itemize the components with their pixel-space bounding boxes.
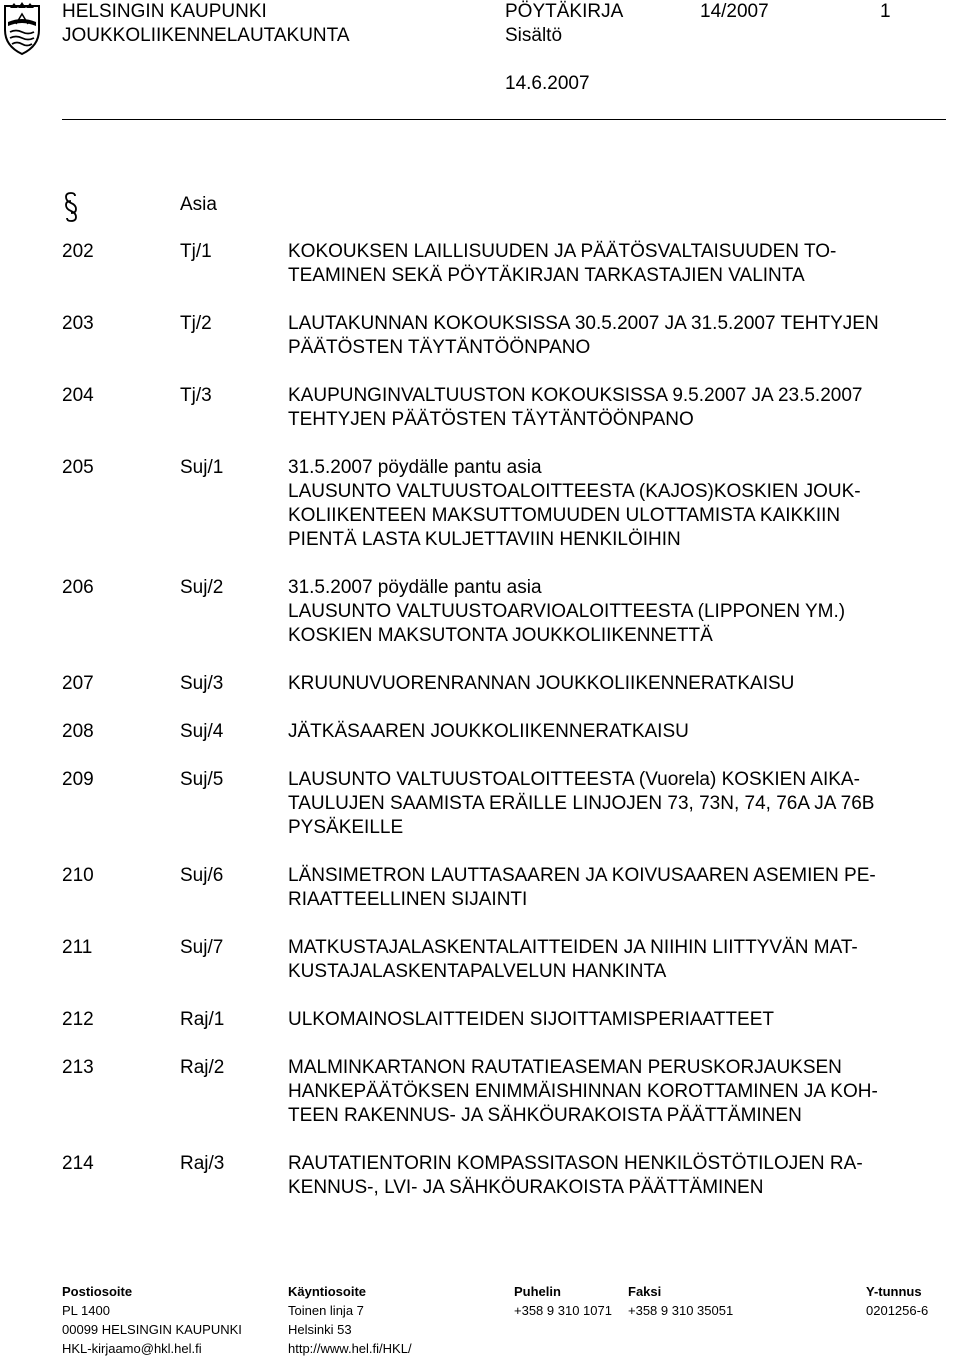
item-number: 204 <box>62 385 94 406</box>
item-number: 205 <box>62 457 94 478</box>
item-title <box>288 768 938 840</box>
footer-email: HKL-kirjaamo@hkl.hel.fi <box>62 1341 202 1356</box>
footer-fax-value: +358 9 310 35051 <box>628 1303 734 1318</box>
item-title <box>288 456 938 552</box>
column-header-asia: Asia <box>180 194 217 215</box>
item-title <box>288 1008 938 1032</box>
item-number: 203 <box>62 313 94 334</box>
item-code: Suj/4 <box>180 721 224 742</box>
item-title-line: PIENTÄ LASTA KULJETTAVIIN HENKILÖIHIN <box>288 529 681 550</box>
item-title-line: PYSÄKEILLE <box>288 817 404 838</box>
item-title <box>288 672 938 696</box>
item-title-line: LAUSUNTO VALTUUSTOALOITTEESTA (KAJOS)KOSKIEN JOUK- <box>288 481 861 502</box>
item-number: 202 <box>62 241 94 262</box>
item-code: Raj/1 <box>180 1009 225 1030</box>
item-title <box>288 1056 938 1128</box>
item-number: 209 <box>62 769 94 790</box>
item-title-line: MALMINKARTANON RAUTATIEASEMAN PERUSKORJAUKSEN <box>288 1057 842 1078</box>
item-code: Tj/1 <box>180 241 212 262</box>
item-title <box>288 1152 938 1200</box>
item-title-line: KOKOUKSEN LAILLISUUDEN JA PÄÄTÖSVALTAISUUDEN TO- <box>288 241 837 262</box>
item-title-line: KENNUS-, LVI- JA SÄHKÖURAKOISTA PÄÄTTÄMINEN <box>288 1177 764 1198</box>
footer-fax-label: Faksi <box>628 1284 662 1299</box>
item-title <box>288 720 938 744</box>
section-sign-icon <box>64 192 78 227</box>
item-number: 207 <box>62 673 94 694</box>
footer-visit-line: Helsinki 53 <box>288 1322 352 1337</box>
board-name: JOUKKOLIIKENNELAUTAKUNTA <box>62 25 350 46</box>
footer-visit-line: Toinen linja 7 <box>288 1303 364 1318</box>
footer-visit-label: Käyntiosoite <box>288 1284 367 1299</box>
item-title-line: KRUUNUVUORENRANNAN JOUKKOLIIKENNERATKAISU <box>288 673 795 694</box>
footer-business-id-label: Y-tunnus <box>866 1284 922 1299</box>
item-title-line: KUSTAJALASKENTAPALVELUN HANKINTA <box>288 961 667 982</box>
footer-business-id <box>866 1282 928 1320</box>
item-title <box>288 384 938 432</box>
item-title-line: KOSKIEN MAKSUTONTA JOUKKOLIIKENNETTÄ <box>288 625 713 646</box>
doc-type: PÖYTÄKIRJA <box>505 1 624 22</box>
doc-number: 14/2007 <box>700 1 769 22</box>
item-title-line: LAUSUNTO VALTUUSTOALOITTEESTA (Vuorela) KOSKIEN AIKA- <box>288 769 860 790</box>
item-title-line: LÄNSIMETRON LAUTTASAAREN JA KOIVUSAAREN ASEMIEN PE- <box>288 865 876 886</box>
item-number: 208 <box>62 721 94 742</box>
item-title-line: KAUPUNGINVALTUUSTON KOKOUKSISSA 9.5.2007 JA 23.5.2007 <box>288 385 863 406</box>
item-code: Raj/2 <box>180 1057 225 1078</box>
item-title <box>288 312 938 360</box>
item-title <box>288 936 938 984</box>
item-title-line: LAUSUNTO VALTUUSTOARVIOALOITTEESTA (LIPPONEN YM.) <box>288 601 846 622</box>
item-title-line: MATKUSTAJALASKENTALAITTEIDEN JA NIIHIN LIITTYVÄN MAT- <box>288 937 858 958</box>
item-title-line: 31.5.2007 pöydälle pantu asia <box>288 577 542 598</box>
item-number: 206 <box>62 577 94 598</box>
footer-fax <box>628 1282 733 1320</box>
item-code: Tj/2 <box>180 313 212 334</box>
footer-phone <box>514 1282 612 1320</box>
item-code: Suj/2 <box>180 577 224 598</box>
item-code: Suj/3 <box>180 673 224 694</box>
city-logo <box>2 0 42 56</box>
item-title-line: ULKOMAINOSLAITTEIDEN SIJOITTAMISPERIAATTEET <box>288 1009 774 1030</box>
item-code: Tj/3 <box>180 385 212 406</box>
item-title <box>288 240 938 288</box>
item-code: Suj/1 <box>180 457 224 478</box>
item-number: 210 <box>62 865 94 886</box>
item-code: Suj/7 <box>180 937 224 958</box>
item-title-line: TAULUJEN SAAMISTA ERÄILLE LINJOJEN 73, 73N, 74, 76A JA 76B <box>288 793 875 814</box>
item-number: 212 <box>62 1009 94 1030</box>
footer-website: http://www.hel.fi/HKL/ <box>288 1341 412 1356</box>
item-title-line: RAUTATIENTORIN KOMPASSITASON HENKILÖSTÖTILOJEN RA- <box>288 1153 863 1174</box>
item-number: 211 <box>62 937 93 958</box>
org-name: HELSINGIN KAUPUNKI <box>62 1 267 22</box>
item-code: Suj/6 <box>180 865 224 886</box>
footer-postal-label: Postiosoite <box>62 1284 133 1299</box>
page-number: 1 <box>880 1 891 22</box>
item-title-line: TEEN RAKENNUS- JA SÄHKÖURAKOISTA PÄÄTTÄMINEN <box>288 1105 802 1126</box>
footer-phone-value: +358 9 310 1071 <box>514 1303 612 1318</box>
item-title-line: PÄÄTÖSTEN TÄYTÄNTÖÖNPANO <box>288 337 591 358</box>
item-title-line: 31.5.2007 pöydälle pantu asia <box>288 457 542 478</box>
item-code: Suj/5 <box>180 769 224 790</box>
meeting-date: 14.6.2007 <box>505 73 590 94</box>
footer-business-id-value: 0201256-6 <box>866 1303 929 1318</box>
item-title-line: TEHTYJEN PÄÄTÖSTEN TÄYTÄNTÖÖNPANO <box>288 409 694 430</box>
doc-section: Sisältö <box>505 25 563 46</box>
item-title-line: JÄTKÄSAAREN JOUKKOLIIKENNERATKAISU <box>288 721 689 742</box>
footer-postal-line: 00099 HELSINGIN KAUPUNKI <box>62 1322 242 1337</box>
item-title-line: KOLIIKENTEEN MAKSUTTOMUUDEN ULOTTAMISTA KAIKKIIN <box>288 505 841 526</box>
item-code: Raj/3 <box>180 1153 225 1174</box>
item-title-line: HANKEPÄÄTÖKSEN ENIMMÄISHINNAN KOROTTAMINEN JA KOH- <box>288 1081 878 1102</box>
item-number: 214 <box>62 1153 94 1174</box>
header-divider <box>62 119 946 120</box>
item-title <box>288 864 938 912</box>
item-title-line: TEAMINEN SEKÄ PÖYTÄKIRJAN TARKASTAJIEN VALINTA <box>288 265 805 286</box>
footer-phone-label: Puhelin <box>514 1284 561 1299</box>
footer-postal-line: PL 1400 <box>62 1303 110 1318</box>
item-number: 213 <box>62 1057 94 1078</box>
item-title-line: RIAATTEELLINEN SIJAINTI <box>288 889 528 910</box>
item-title-line: LAUTAKUNNAN KOKOUKSISSA 30.5.2007 JA 31.5.2007 TEHTYJEN <box>288 313 879 334</box>
item-title <box>288 576 938 648</box>
